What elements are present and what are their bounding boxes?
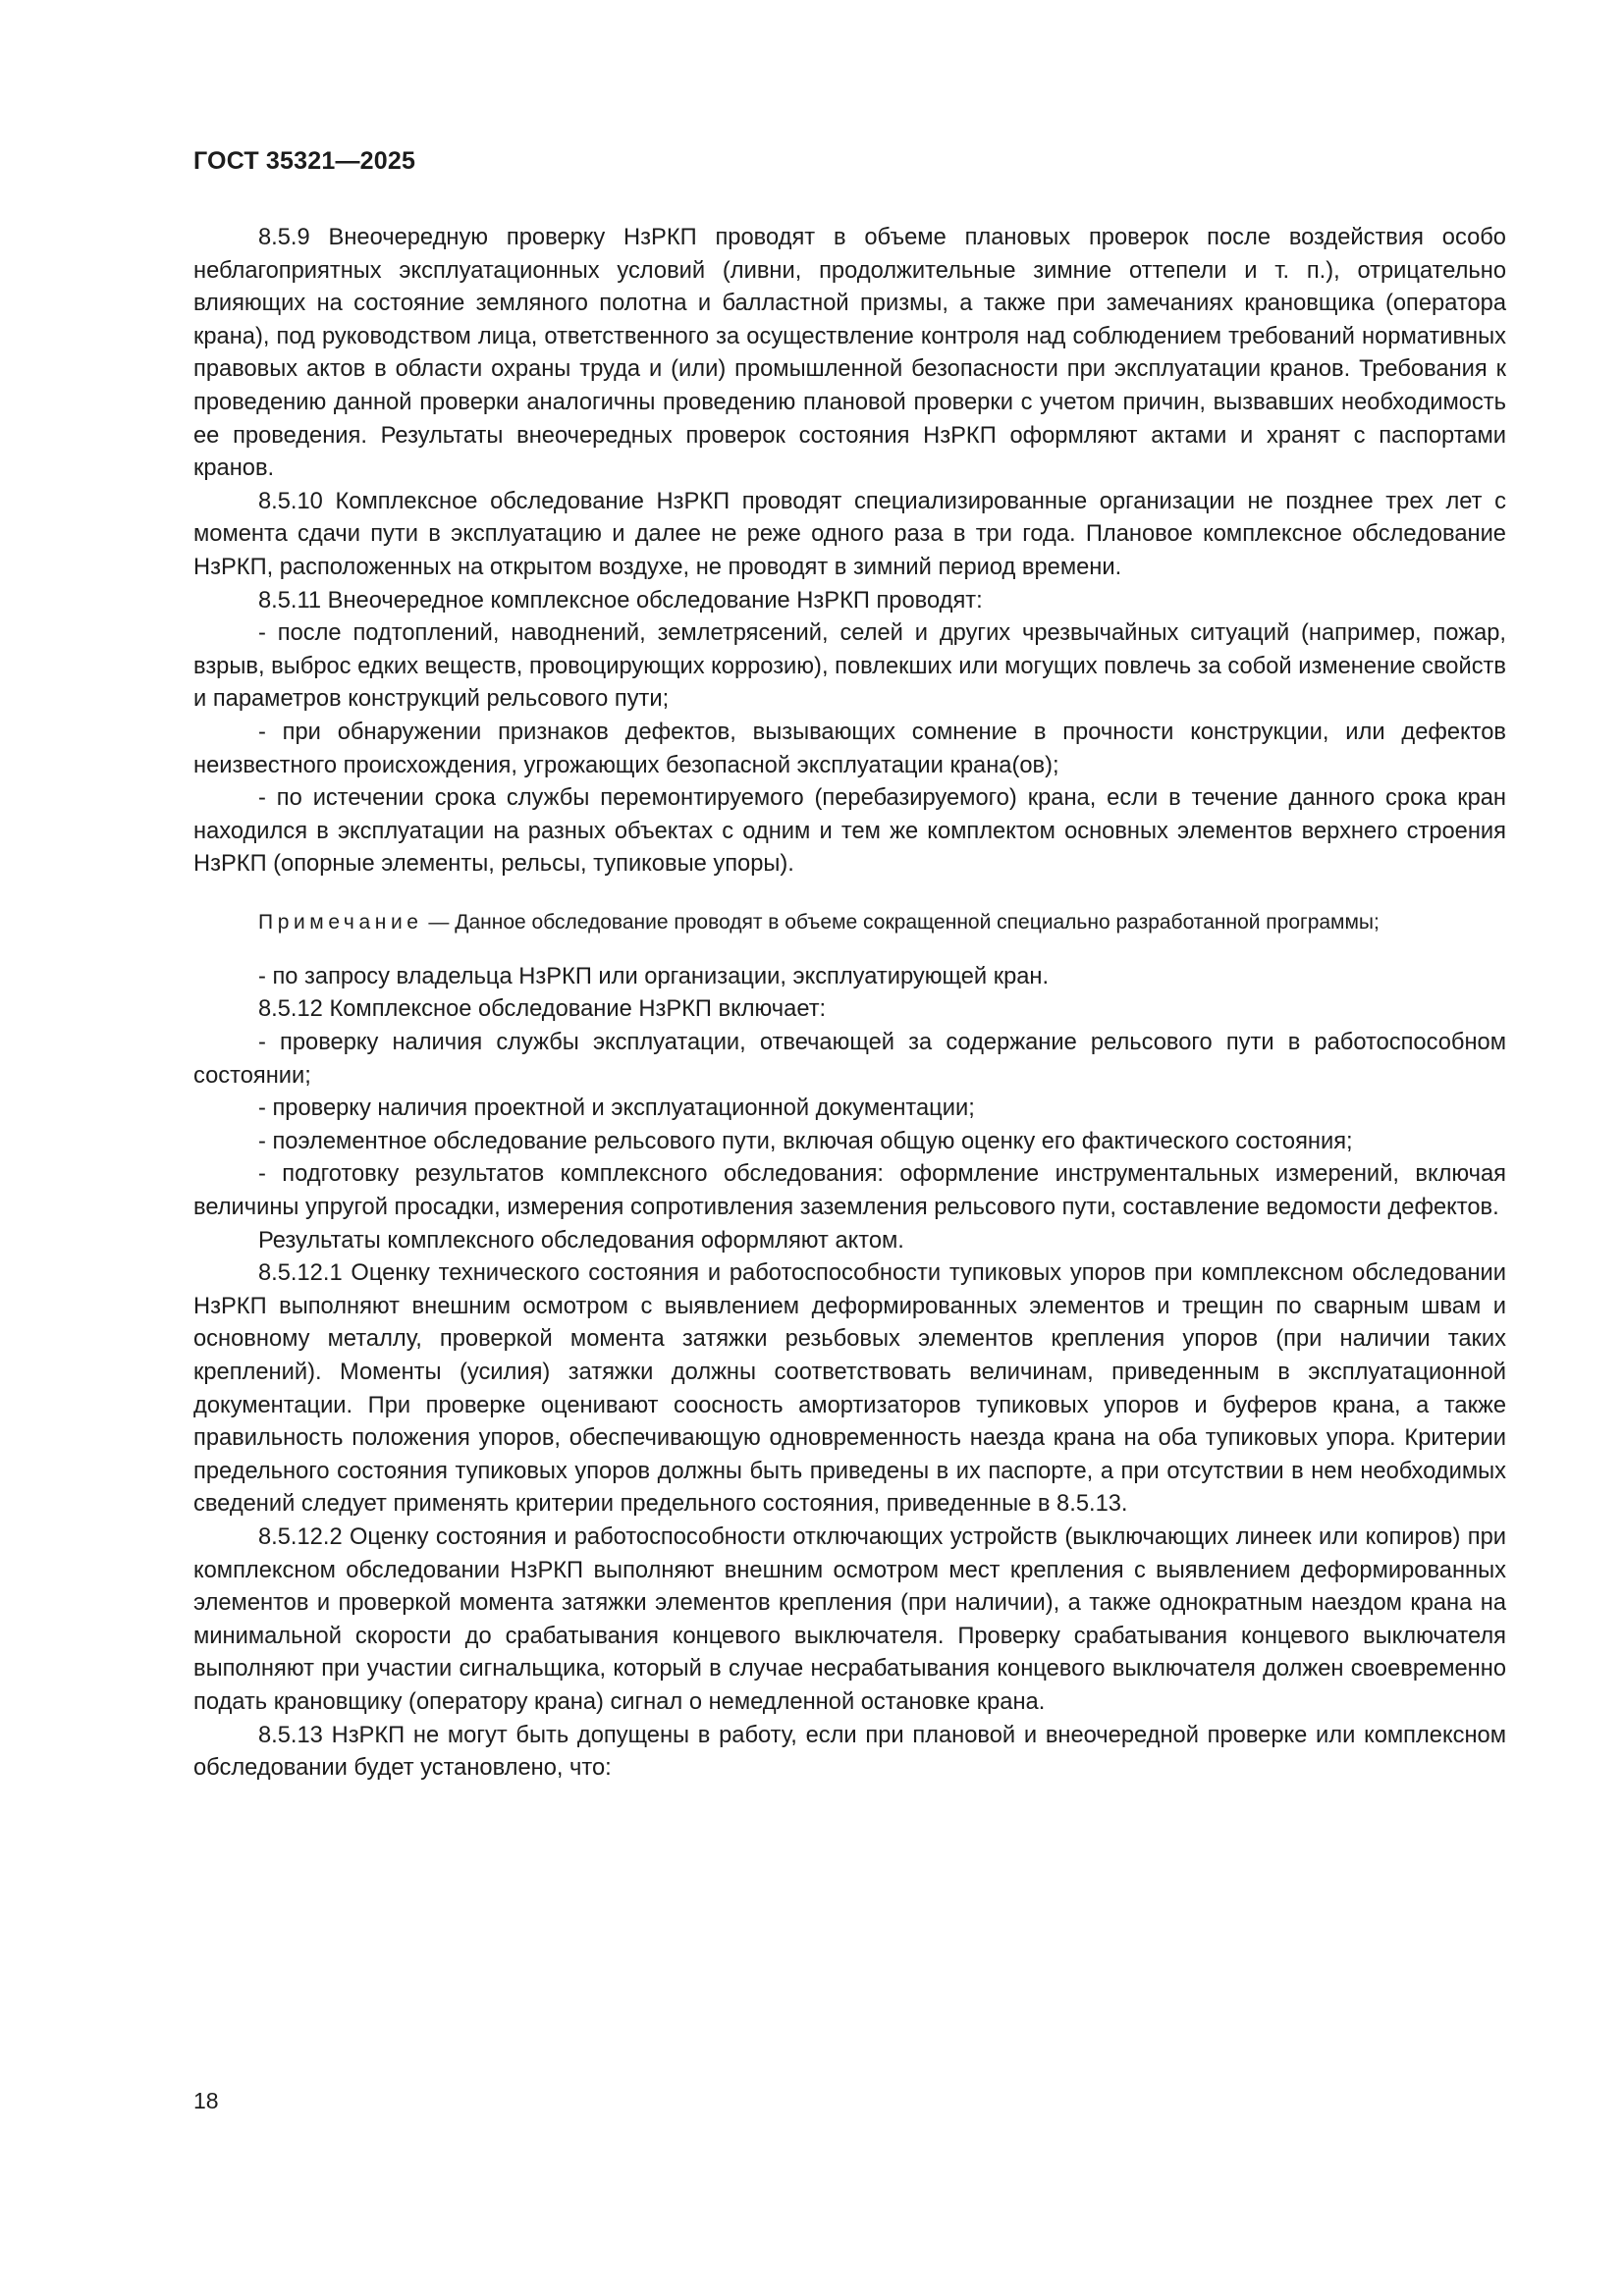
clause-8-5-9: 8.5.9 Внеочередную проверку НзРКП проводят в объеме плановых проверок после воздействия особо неблагоприятных эксплуатационных условий (ливни, продолжительные зимние оттепели и т. п.), отрицательно влияющих на состояние земляного полотна и балластной призмы, а также при замечаниях крановщика (оператора крана), под руководством лица, ответственного за осуществление контроля над соблюдением требований нормативных правовых актов в области охраны труда и (или) промышленной безопасности при эксплуатации кранов. Требования к проведению данной проверки аналогичны проведению плановой проверки с учетом причин, вызвавших необходимость ее проведения. Результаты внеочередных проверок состояния НзРКП оформляют актами и хранят с паспортами кранов. [193, 225, 1506, 482]
clause-8-5-12: 8.5.12 Комплексное обследование НзРКП включает: [258, 996, 827, 1023]
list-item: - по истечении срока службы перемонтируемого (перебазируемого) крана, если в течение данного срока кран находился в эксплуатации на разных объектах с одним и тем же комплектом основных элементов верхнего строения НзРКП (опорные элементы, рельсы, тупиковые упоры). [193, 785, 1506, 878]
list-item: - по запросу владельца НзРКП или организации, эксплуатирующей кран. [258, 963, 1050, 989]
list-item: - проверку наличия проектной и эксплуатационной документации; [258, 1095, 975, 1122]
note-label: Примечание [258, 910, 423, 934]
clause-8-5-10: 8.5.10 Комплексное обследование НзРКП проводят специализированные организации не позднее трех лет с момента сдачи пути в эксплуатацию и далее не реже одного раза в три года. Плановое комплексное обследование НзРКП, расположенных на открытом воздухе, не проводят в зимний период времени. [193, 488, 1506, 580]
list-item: - проверку наличия службы эксплуатации, отвечающей за содержание рельсового пути в работоспособном состоянии; [193, 1030, 1506, 1089]
results-paragraph: Результаты комплексного обследования оформляют актом. [258, 1227, 904, 1254]
note-text: — Данное обследование проводят в объеме сокращенной специально разработанной программы; [422, 910, 1380, 934]
clause-8-5-12-1: 8.5.12.1 Оценку технического состояния и работоспособности тупиковых упоров при комплексном обследовании НзРКП выполняют внешним осмотром с выявлением деформированных элементов и трещин по сварным швам и основному металлу, проверкой момента затяжки резьбовых элементов крепления упоров (при наличии таких креплений). Моменты (усилия) затяжки должны соответствовать величинам, приведенным в эксплуатационной документации. При проверке оценивают соосность амортизаторов тупиковых упоров и буферов крана, а также правильность положения упоров, обеспечивающую одновременность наезда крана на оба тупиковых упора. Критерии предельного состояния тупиковых упоров должны быть приведены в их паспорте, а при отсутствии в нем необходимых сведений следует применять критерии предельного состояния, приведенные в 8.5.13. [193, 1260, 1506, 1518]
clause-8-5-12-2: 8.5.12.2 Оценку состояния и работоспособности отключающих устройств (выключающих линеек или копиров) при комплексном обследовании НзРКП выполняют внешним осмотром мест крепления с выявлением деформированных элементов и проверкой момента затяжки элементов крепления (при наличии), а также однократным наездом крана на минимальной скорости до срабатывания концевого выключателя. Проверку срабатывания концевого выключателя выполняют при участии сигнальщика, который в случае несрабатывания концевого выключателя должен своевременно подать крановщику (оператору крана) сигнал о немедленной остановке крана. [193, 1523, 1506, 1715]
list-item: - поэлементное обследование рельсового пути, включая общую оценку его фактического состояния; [258, 1128, 1353, 1154]
document-header: ГОСТ 35321—2025 [193, 147, 416, 175]
document-body [193, 222, 1506, 1786]
list-item: - при обнаружении признаков дефектов, вызывающих сомнение в прочности конструкции, или дефектов неизвестного происхождения, угрожающих безопасной эксплуатации крана(ов); [193, 719, 1506, 778]
page-number: 18 [193, 2088, 219, 2113]
clause-8-5-13: 8.5.13 НзРКП не могут быть допущены в работу, если при плановой и внеочередной проверке или комплексном обследовании будет установлено, что: [193, 1722, 1506, 1782]
list-item: - подготовку результатов комплексного обследования: оформление инструментальных измерений, включая величины упругой просадки, измерения сопротивления заземления рельсового пути, составление ведомости дефектов. [193, 1161, 1506, 1221]
list-item: - после подтоплений, наводнений, землетрясений, селей и других чрезвычайных ситуаций (например, пожар, взрыв, выброс едких веществ, провоцирующих коррозию), повлекших или могущих повлечь за собой изменение свойств и параметров конструкций рельсового пути; [193, 620, 1506, 713]
clause-8-5-11: 8.5.11 Внеочередное комплексное обследование НзРКП проводят: [258, 587, 983, 614]
note-block [193, 907, 1506, 937]
